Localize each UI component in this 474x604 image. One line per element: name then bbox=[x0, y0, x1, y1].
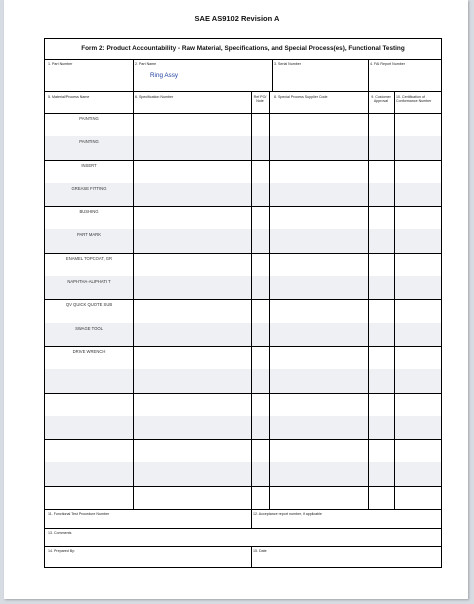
table-row bbox=[45, 160, 441, 183]
divider bbox=[133, 59, 134, 91]
certification-of-conformance-label: 10. Certification of Conformance Number bbox=[396, 95, 432, 104]
specification-number-label: 6. Specification Number bbox=[135, 95, 174, 99]
table-row bbox=[45, 253, 441, 276]
column-divider bbox=[368, 91, 369, 509]
window-frame-right bbox=[468, 0, 474, 604]
table-row bbox=[45, 113, 441, 136]
customer-approval-label: 9. Customer Approval bbox=[371, 95, 391, 104]
column-divider bbox=[394, 91, 395, 509]
table-row bbox=[45, 276, 441, 299]
material-process-name-cell[interactable]: NAPHTHA-ALIPHATI T bbox=[67, 279, 111, 285]
table-row bbox=[45, 183, 441, 206]
material-process-name-cell[interactable]: INSERT bbox=[81, 162, 97, 168]
acceptance-report-number-label: 12. Acceptance report number, if applicable bbox=[253, 512, 322, 516]
table-row bbox=[45, 323, 441, 346]
form-2-table bbox=[44, 38, 442, 568]
functional-test-procedure-label: 11. Functional Test Procedure Number bbox=[48, 512, 110, 516]
table-row bbox=[45, 486, 441, 509]
material-process-name-cell[interactable]: PAINTING bbox=[79, 116, 99, 121]
material-process-name-cell[interactable]: PAINTING bbox=[79, 139, 99, 145]
table-row bbox=[45, 299, 441, 322]
table-row bbox=[45, 369, 441, 392]
material-process-name-cell[interactable]: BUSHING bbox=[79, 209, 99, 215]
document-title: SAE AS9102 Revision A bbox=[194, 14, 280, 23]
material-process-name-cell[interactable]: PART MARK bbox=[77, 232, 101, 238]
material-process-name-cell[interactable]: GREASE FITTING bbox=[71, 185, 107, 191]
divider bbox=[45, 546, 441, 547]
date-label: 15. Date bbox=[253, 549, 267, 553]
window-frame-bottom bbox=[0, 599, 474, 604]
column-divider bbox=[133, 91, 134, 509]
divider bbox=[251, 509, 252, 528]
part-name-value[interactable]: Ring Assy bbox=[150, 72, 178, 79]
part-number-label: 1. Part Number bbox=[48, 62, 73, 66]
ref-po-note-label: Ref PO/ Note bbox=[253, 95, 267, 104]
table-row bbox=[45, 439, 441, 462]
material-process-name-cell[interactable]: ENAMEL TOPCOAT, GR bbox=[65, 255, 113, 261]
material-process-name-cell[interactable]: DRIVE WRENCH bbox=[72, 348, 106, 354]
table-row bbox=[45, 462, 441, 485]
comments-label: 13. Comments bbox=[48, 531, 72, 535]
part-name-label: 2. Part Name bbox=[135, 62, 157, 66]
special-process-supplier-code-label: 8. Special Process Supplier Code bbox=[274, 95, 328, 99]
table-row bbox=[45, 136, 441, 159]
divider bbox=[251, 546, 252, 567]
prepared-by-label: 14. Prepared By: bbox=[48, 549, 75, 553]
material-process-name-cell[interactable]: SWAGE TOOL bbox=[75, 325, 103, 331]
table-row bbox=[45, 416, 441, 439]
material-process-name-cell[interactable]: QV QUICK QUOTE SUB bbox=[65, 302, 113, 308]
divider bbox=[272, 59, 273, 91]
table-row bbox=[45, 229, 441, 252]
table-row bbox=[45, 393, 441, 416]
serial-number-label: 3. Serial Number bbox=[274, 62, 301, 66]
divider bbox=[368, 59, 369, 91]
column-divider bbox=[251, 91, 252, 509]
fai-report-number-label: 4. FAI Report Number bbox=[370, 62, 405, 66]
material-process-name-label: 5. Material/Process Name bbox=[48, 95, 90, 99]
table-row bbox=[45, 206, 441, 229]
divider bbox=[45, 528, 441, 529]
table-row bbox=[45, 346, 441, 369]
divider bbox=[45, 509, 441, 510]
column-divider bbox=[269, 91, 270, 509]
form-title: Form 2: Product Accountability - Raw Material, Specifications, and Special Process(es), Functional Testing bbox=[45, 39, 441, 60]
divider bbox=[45, 91, 441, 92]
